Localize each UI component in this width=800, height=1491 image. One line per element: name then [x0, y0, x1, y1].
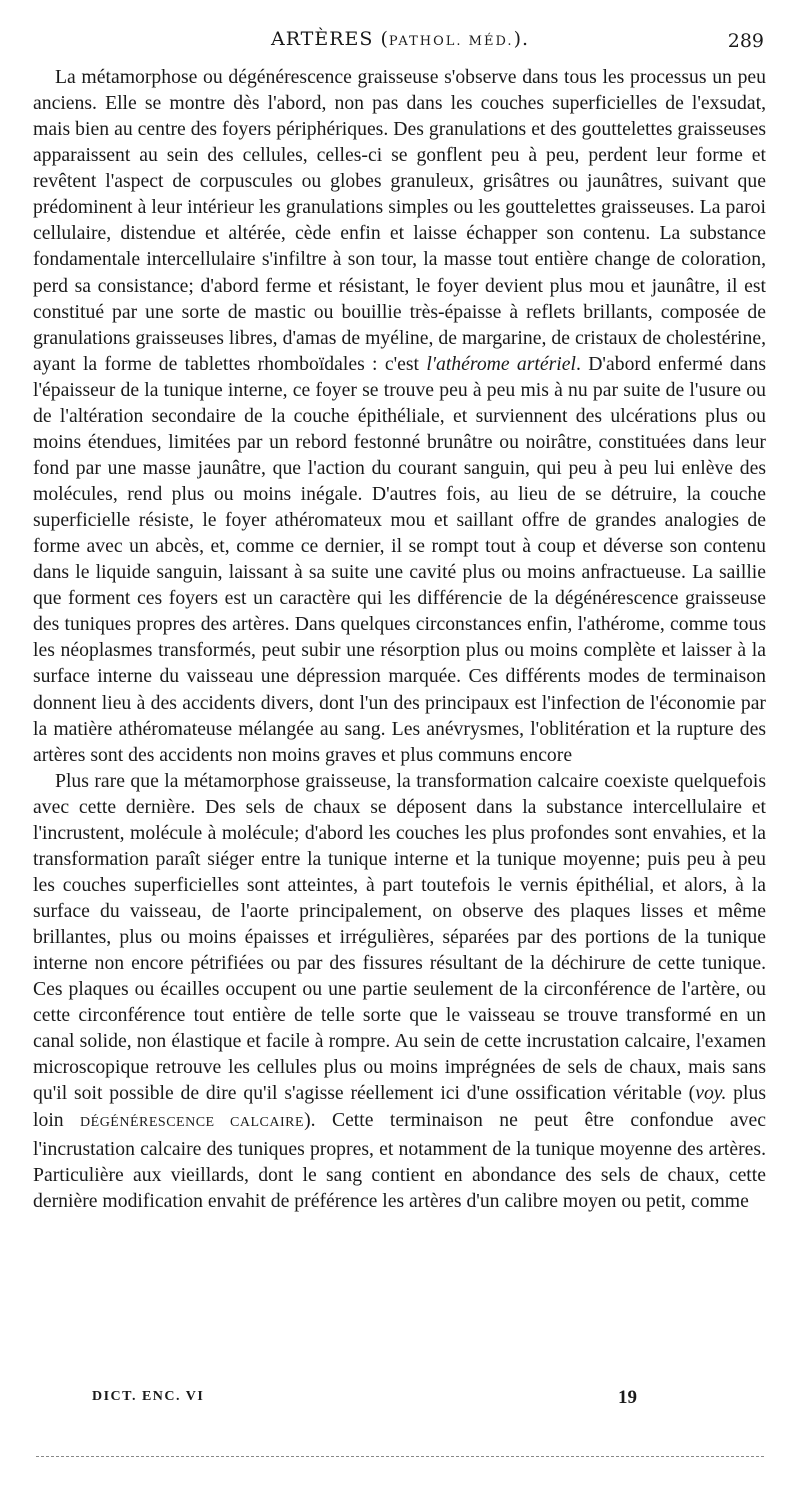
running-header	[36, 28, 764, 58]
paragraph-text: plus loin	[33, 1082, 766, 1131]
running-title-main: ARTÈRES (	[270, 28, 389, 50]
paragraph	[33, 64, 766, 768]
paragraph-text: . D'abord enfermé dans l'épaisseur de la tunique interne, ce foyer se trouve peu à peu mis à nu par suite de l'usure ou de l'altération secondaire de la couche épithéliale, et surviennent des ulcérations plus ou moins étendues, limitées par un rebord festonné brunâtre ou noirâtre, constituées dans leur fond par une masse jaunâtre, que l'action du courant sanguin, qui peu à peu lui enlève des molécules, rend plus ou moins inégale. D'autres fois, au lieu de se détruire, la couche superficielle résiste, le foyer athéromateux mou et saillant offre de grandes analogies de forme avec un abcès, et, comme ce dernier, il se rompt tout à coup et déverse son contenu dans le liquide sanguin, laissant à sa suite une cavité plus ou moins anfractueuse. La saillie que forment ces foyers est un caractère qui les différencie de la dégénérescence graisseuse des tuniques propres des artères. Dans quelques circonstances enfin, l'athérome, comme tous les néoplasmes transformés, peut subir une résorption plus ou moins complète et laisser à la surface interne du vaisseau une dépression marquée. Ces différents modes de terminaison donnent lieu à des accidents divers, dont l'un des principaux est l'infection de l'économie par la matière athéromateuse mélangée au sang. Les anévrysmes, l'oblitération et la rupture des artères sont des accidents non moins graves et plus communs encore	[33, 352, 766, 766]
paragraph-text: ). Cette terminaison ne peut être confondue avec l'incrustation calcaire des tuniques propres, et notamment de la tunique moyenne des artères. Particulière aux vieillards, dont le sang contient en abondance des sels de chaux, cette dernière modification envahit de préférence les artères d'un calibre moyen ou petit, comme	[33, 1108, 766, 1212]
running-title	[36, 28, 764, 50]
signature-number: 19	[618, 1387, 637, 1408]
running-title-close: ).	[513, 28, 530, 50]
paragraph-text: Plus rare que la métamorphose graisseuse, la transformation calcaire coexiste quelquefois avec cette dernière. Des sels de chaux se déposent dans la substance intercellulaire et l'incrustent, molécule à molécule; d'abord les couches les plus profondes sont envahies, et la transformation paraît siéger entre la tunique interne et la tunique moyenne; puis peu à peu les couches superficielles sont atteintes, à part toutefois le vernis épithélial, et alors, à la surface du vaisseau, de l'aorte principalement, on observe des plaques lisses et même brillantes, plus ou moins épaisses et irrégulières, séparées par des portions de la tunique interne non encore pétrifiées ou par des fissures résultant de la déchirure de cette tunique. Ces plaques ou écailles occupent ou une partie seulement de la circonférence de l'artère, ou cette circonférence tout entière de telle sorte que le vaisseau se trouve transformé en un canal solide, non élastique et facile à rompre. Au sein de cette incrustation calcaire, l'examen microscopique retrouve les cellules plus ou moins imprégnées de sels de chaux, mais sans qu'il soit possible de dire qu'il s'agisse réellement ici d'une ossification véritable (	[33, 769, 766, 1105]
italic-text: voy.	[695, 1082, 727, 1105]
body-text	[33, 64, 766, 1214]
bottom-rule	[36, 1456, 764, 1457]
paragraph	[33, 768, 766, 1214]
page-number: 289	[727, 30, 764, 52]
page-footer	[36, 1389, 764, 1413]
running-title-subject: PATHOL. MÉD.	[388, 34, 514, 49]
italic-text: l'athérome artériel	[426, 352, 576, 375]
printer-signature: DICT. ENC. VI	[92, 1389, 205, 1404]
smallcaps-text: DÉGÉNÉRESCENCE CALCAIRE	[80, 1114, 305, 1130]
paragraph-text: La métamorphose ou dégénérescence graisseuse s'observe dans tous les processus un peu anciens. Elle se montre dès l'abord, non pas dans les couches superficielles de l'exsudat, mais bien au centre des foyers périphériques. Des granulations et des gouttelettes graisseuses apparaissent au sein des cellules, celles-ci se gonflent peu à peu, perdent leur forme et revêtent l'aspect de corpuscules ou globes granuleux, grisâtres ou jaunâtres, suivant que prédominent à leur intérieur les granulations simples ou les gouttelettes graisseuses. La paroi cellulaire, distendue et altérée, cède enfin et laisse échapper son contenu. La substance fondamentale intercellulaire s'infiltre à son tour, la masse tout entière change de coloration, perd sa consistance; d'abord ferme et résistant, le foyer devient plus mou et jaunâtre, il est constitué par une sorte de mastic ou bouillie très-épaisse à reflets brillants, composée de granulations graisseuses libres, d'amas de myéline, de margarine, de cristaux de cholestérine, ayant la forme de tablettes rhomboïdales : c'est	[33, 66, 766, 375]
